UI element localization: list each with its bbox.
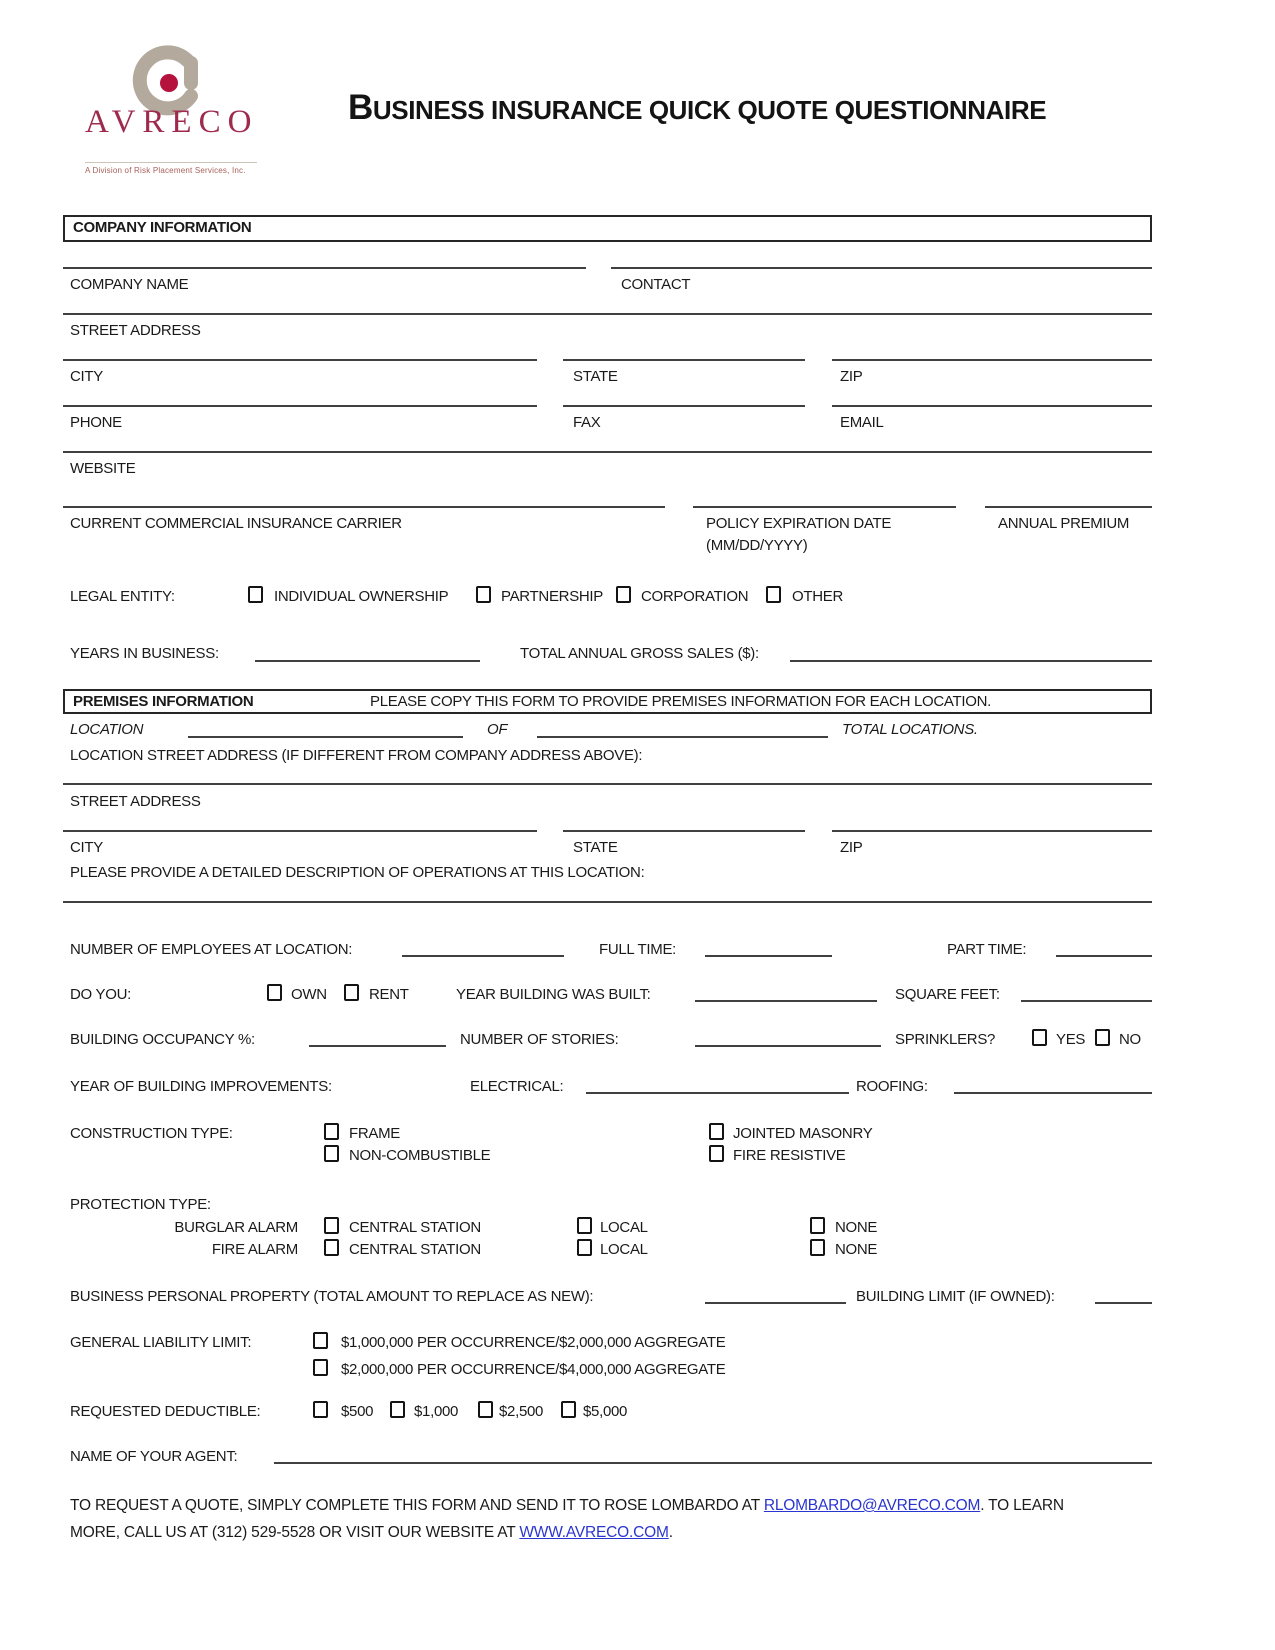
website-label: WEBSITE bbox=[70, 460, 136, 477]
sprinklers-yes-checkbox[interactable] bbox=[1032, 1029, 1047, 1046]
policy-expiration-label: POLICY EXPIRATION DATE bbox=[706, 515, 892, 532]
total-locations-input-line[interactable] bbox=[537, 736, 828, 738]
insurance-carrier-input-line[interactable] bbox=[63, 506, 665, 508]
sprinklers-label: SPRINKLERS? bbox=[895, 1031, 996, 1048]
email-input-line[interactable] bbox=[832, 405, 1152, 407]
year-built-label: YEAR BUILDING WAS BUILT: bbox=[456, 986, 651, 1003]
deductible-1000-checkbox[interactable] bbox=[390, 1401, 405, 1418]
total-locations-label: TOTAL LOCATIONS. bbox=[842, 721, 978, 738]
construction-fire-resistive-label: FIRE RESISTIVE bbox=[733, 1147, 846, 1164]
policy-expiration-format-label: (MM/DD/YYYY) bbox=[706, 537, 808, 554]
construction-jointed-masonry-label: JOINTED MASONRY bbox=[733, 1125, 873, 1142]
burglar-alarm-label: BURGLAR ALARM bbox=[174, 1219, 298, 1236]
street-address-input-line[interactable] bbox=[63, 313, 1152, 315]
location-label: LOCATION bbox=[70, 721, 144, 738]
annual-premium-input-line[interactable] bbox=[985, 506, 1152, 508]
zip-input-line[interactable] bbox=[832, 359, 1152, 361]
gl-limit-2m-checkbox[interactable] bbox=[313, 1359, 328, 1376]
general-liability-label: GENERAL LIABILITY LIMIT: bbox=[70, 1334, 252, 1351]
burglar-local-label: LOCAL bbox=[600, 1219, 648, 1236]
protection-type-label: PROTECTION TYPE: bbox=[70, 1196, 211, 1213]
fire-none-label: NONE bbox=[835, 1241, 878, 1258]
legal-entity-partnership-label: PARTNERSHIP bbox=[501, 588, 604, 605]
electrical-label: ELECTRICAL: bbox=[470, 1078, 564, 1095]
fax-label: FAX bbox=[573, 414, 601, 431]
year-built-input-line[interactable] bbox=[695, 1000, 877, 1002]
legal-entity-corporation-label: CORPORATION bbox=[641, 588, 749, 605]
state-input-line[interactable] bbox=[563, 359, 805, 361]
square-feet-input-line[interactable] bbox=[1021, 1000, 1152, 1002]
own-label: OWN bbox=[291, 986, 327, 1003]
deductible-500-label: $500 bbox=[341, 1403, 374, 1420]
company-name-input-line[interactable] bbox=[63, 267, 586, 269]
legal-entity-corporation-checkbox[interactable] bbox=[616, 586, 631, 603]
deductible-5000-label: $5,000 bbox=[583, 1403, 628, 1420]
fire-alarm-label: FIRE ALARM bbox=[211, 1241, 298, 1258]
contact-label: CONTACT bbox=[621, 276, 691, 293]
gross-sales-label: TOTAL ANNUAL GROSS SALES ($): bbox=[520, 645, 759, 662]
employees-label: NUMBER OF EMPLOYEES AT LOCATION: bbox=[70, 941, 353, 958]
building-limit-input-line[interactable] bbox=[1095, 1302, 1152, 1304]
phone-input-line[interactable] bbox=[63, 405, 537, 407]
footer-part3: . bbox=[668, 1524, 673, 1541]
electrical-input-line[interactable] bbox=[586, 1092, 849, 1094]
footer-part1: TO REQUEST A QUOTE, SIMPLY COMPLETE THIS FORM AND SEND IT TO ROSE LOMBARDO AT bbox=[70, 1497, 764, 1514]
burglar-none-checkbox[interactable] bbox=[810, 1217, 825, 1234]
years-in-business-input-line[interactable] bbox=[255, 660, 480, 662]
state-label: STATE bbox=[573, 368, 618, 385]
construction-jointed-masonry-checkbox[interactable] bbox=[709, 1123, 724, 1140]
deductible-label: REQUESTED DEDUCTIBLE: bbox=[70, 1403, 261, 1420]
deductible-2500-checkbox[interactable] bbox=[478, 1401, 493, 1418]
employees-total-input-line[interactable] bbox=[402, 955, 564, 957]
rent-checkbox[interactable] bbox=[344, 984, 359, 1001]
premises-state-label: STATE bbox=[573, 839, 618, 856]
location-number-input-line[interactable] bbox=[188, 736, 463, 738]
roofing-input-line[interactable] bbox=[954, 1092, 1152, 1094]
page-title: BUSINESS INSURANCE QUICK QUOTE QUESTIONNAIRE bbox=[348, 88, 1047, 127]
zip-label: ZIP bbox=[840, 368, 863, 385]
legal-entity-label: LEGAL ENTITY: bbox=[70, 588, 175, 605]
gl-limit-1m-label: $1,000,000 PER OCCURRENCE/$2,000,000 AGGREGATE bbox=[341, 1334, 726, 1351]
rent-label: RENT bbox=[369, 986, 409, 1003]
location-of-label: OF bbox=[487, 721, 508, 738]
construction-frame-checkbox[interactable] bbox=[324, 1123, 339, 1140]
brand-tagline: A Division of Risk Placement Services, Inc. bbox=[85, 162, 257, 175]
burglar-none-label: NONE bbox=[835, 1219, 878, 1236]
footer-website-link[interactable]: WWW.AVRECO.COM bbox=[519, 1524, 669, 1541]
premises-street-address-label: STREET ADDRESS bbox=[70, 793, 201, 810]
premises-street-address-input-line[interactable] bbox=[63, 783, 1152, 785]
part-time-input-line[interactable] bbox=[1056, 955, 1152, 957]
footer-part2: . TO LEARN MORE, CALL US AT (312) 529-5528 OR VISIT OUR WEBSITE AT bbox=[70, 1497, 1064, 1541]
full-time-label: FULL TIME: bbox=[599, 941, 677, 958]
construction-non-combustible-checkbox[interactable] bbox=[324, 1145, 339, 1162]
do-you-label: DO YOU: bbox=[70, 986, 131, 1003]
operations-description-prompt: PLEASE PROVIDE A DETAILED DESCRIPTION OF OPERATIONS AT THIS LOCATION: bbox=[70, 864, 645, 881]
premises-city-input-line[interactable] bbox=[63, 830, 537, 832]
premises-instruction: PLEASE COPY THIS FORM TO PROVIDE PREMISES INFORMATION FOR EACH LOCATION. bbox=[370, 693, 992, 710]
square-feet-label: SQUARE FEET: bbox=[895, 986, 1000, 1003]
annual-premium-label: ANNUAL PREMIUM bbox=[998, 515, 1130, 532]
policy-expiration-input-line[interactable] bbox=[693, 506, 956, 508]
legal-entity-other-label: OTHER bbox=[792, 588, 844, 605]
building-limit-label: BUILDING LIMIT (IF OWNED): bbox=[856, 1288, 1055, 1305]
bpp-input-line[interactable] bbox=[705, 1302, 846, 1304]
city-input-line[interactable] bbox=[63, 359, 537, 361]
own-checkbox[interactable] bbox=[267, 984, 282, 1001]
stories-label: NUMBER OF STORIES: bbox=[460, 1031, 619, 1048]
phone-label: PHONE bbox=[70, 414, 122, 431]
company-section-header: COMPANY INFORMATION bbox=[73, 219, 252, 236]
burglar-central-station-checkbox[interactable] bbox=[324, 1217, 339, 1234]
sprinklers-no-label: NO bbox=[1119, 1031, 1141, 1048]
occupancy-input-line[interactable] bbox=[309, 1045, 446, 1047]
burglar-central-station-label: CENTRAL STATION bbox=[349, 1219, 481, 1236]
premises-zip-input-line[interactable] bbox=[832, 830, 1152, 832]
construction-type-label: CONSTRUCTION TYPE: bbox=[70, 1125, 233, 1142]
operations-description-input-line[interactable] bbox=[63, 901, 1152, 903]
footer-text bbox=[70, 1492, 1090, 1546]
brand-wordmark: AVRECO bbox=[85, 104, 259, 140]
part-time-label: PART TIME: bbox=[947, 941, 1027, 958]
deductible-5000-checkbox[interactable] bbox=[561, 1401, 576, 1418]
gl-limit-1m-checkbox[interactable] bbox=[313, 1332, 328, 1349]
location-address-note: LOCATION STREET ADDRESS (IF DIFFERENT FROM COMPANY ADDRESS ABOVE): bbox=[70, 747, 643, 764]
legal-entity-other-checkbox[interactable] bbox=[766, 586, 781, 603]
gl-limit-2m-label: $2,000,000 PER OCCURRENCE/$4,000,000 AGGREGATE bbox=[341, 1361, 726, 1378]
legal-entity-partnership-checkbox[interactable] bbox=[476, 586, 491, 603]
burglar-local-checkbox[interactable] bbox=[577, 1217, 592, 1234]
fire-central-station-checkbox[interactable] bbox=[324, 1239, 339, 1256]
agent-name-label: NAME OF YOUR AGENT: bbox=[70, 1448, 238, 1465]
legal-entity-individual-ownership-label: INDIVIDUAL OWNERSHIP bbox=[274, 588, 449, 605]
deductible-2500-label: $2,500 bbox=[499, 1403, 544, 1420]
gross-sales-input-line[interactable] bbox=[790, 660, 1152, 662]
footer-email-link[interactable]: RLOMBARDO@AVRECO.COM bbox=[763, 1497, 981, 1514]
website-input-line[interactable] bbox=[63, 451, 1152, 453]
occupancy-label: BUILDING OCCUPANCY %: bbox=[70, 1031, 255, 1048]
premises-zip-label: ZIP bbox=[840, 839, 863, 856]
premises-section-header: PREMISES INFORMATION bbox=[73, 693, 254, 710]
roofing-label: ROOFING: bbox=[856, 1078, 928, 1095]
years-in-business-label: YEARS IN BUSINESS: bbox=[70, 645, 219, 662]
construction-non-combustible-label: NON-COMBUSTIBLE bbox=[349, 1147, 491, 1164]
street-address-label: STREET ADDRESS bbox=[70, 322, 201, 339]
premises-city-label: CITY bbox=[70, 839, 103, 856]
stories-input-line[interactable] bbox=[695, 1045, 881, 1047]
fire-central-station-label: CENTRAL STATION bbox=[349, 1241, 481, 1258]
agent-name-input-line[interactable] bbox=[274, 1462, 1152, 1464]
fax-input-line[interactable] bbox=[563, 405, 805, 407]
deductible-1000-label: $1,000 bbox=[414, 1403, 459, 1420]
fire-local-checkbox[interactable] bbox=[577, 1239, 592, 1256]
full-time-input-line[interactable] bbox=[705, 955, 832, 957]
sprinklers-no-checkbox[interactable] bbox=[1095, 1029, 1110, 1046]
deductible-500-checkbox[interactable] bbox=[313, 1401, 328, 1418]
legal-entity-individual-ownership-checkbox[interactable] bbox=[248, 586, 263, 603]
fire-none-checkbox[interactable] bbox=[810, 1239, 825, 1256]
contact-input-line[interactable] bbox=[611, 267, 1152, 269]
construction-fire-resistive-checkbox[interactable] bbox=[709, 1145, 724, 1162]
insurance-carrier-label: CURRENT COMMERCIAL INSURANCE CARRIER bbox=[70, 515, 402, 532]
company-name-label: COMPANY NAME bbox=[70, 276, 189, 293]
email-label: EMAIL bbox=[840, 414, 884, 431]
city-label: CITY bbox=[70, 368, 103, 385]
improvements-label: YEAR OF BUILDING IMPROVEMENTS: bbox=[70, 1078, 332, 1095]
bpp-label: BUSINESS PERSONAL PROPERTY (TOTAL AMOUNT TO REPLACE AS NEW): bbox=[70, 1288, 594, 1305]
construction-frame-label: FRAME bbox=[349, 1125, 401, 1142]
fire-local-label: LOCAL bbox=[600, 1241, 648, 1258]
sprinklers-yes-label: YES bbox=[1056, 1031, 1086, 1048]
premises-state-input-line[interactable] bbox=[563, 830, 805, 832]
